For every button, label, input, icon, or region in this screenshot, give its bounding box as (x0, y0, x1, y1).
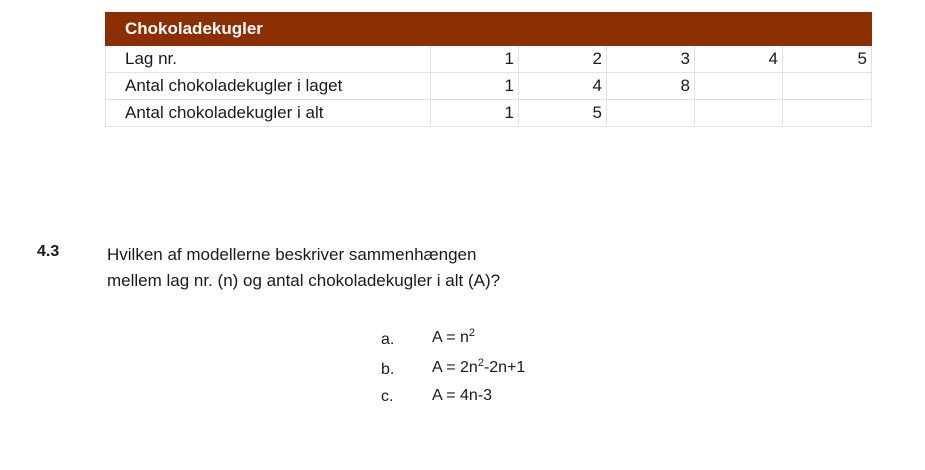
table-row (106, 46, 872, 73)
question-number: 4.3 (37, 243, 60, 260)
table-row (106, 73, 872, 100)
chocolate-table (105, 12, 872, 127)
table-header-row (106, 13, 872, 46)
formula-text: A = 4n-3 (432, 387, 493, 404)
option-a-formula (432, 329, 475, 347)
question-text (107, 242, 500, 294)
option-b-letter: b. (381, 361, 395, 378)
option-a-letter: a. (381, 331, 395, 348)
option-c-letter: c. (381, 388, 394, 405)
question-line-2: mellem lag nr. (n) og antal chokoladekugler i alt (A)? (107, 271, 501, 290)
table-cell: 5 (783, 46, 872, 73)
formula-text: -2n+1 (483, 359, 526, 376)
table-cell: 2 (519, 46, 607, 73)
table-title: Chokoladekugler (106, 13, 872, 46)
table-row (106, 100, 872, 127)
question-line-1: Hvilken af modellerne beskriver sammenhængen (107, 245, 477, 264)
table-cell (695, 100, 783, 127)
formula-exponent: 2 (477, 357, 484, 369)
row-label: Antal chokoladekugler i alt (106, 100, 431, 127)
table-cell: 1 (431, 73, 519, 100)
formula-text: A = 2n (432, 359, 478, 376)
table-cell (783, 73, 872, 100)
option-c-formula (432, 387, 492, 405)
table-cell: 1 (431, 100, 519, 127)
row-label: Antal chokoladekugler i laget (106, 73, 431, 100)
table-cell: 8 (607, 73, 695, 100)
row-label: Lag nr. (106, 46, 431, 73)
table-cell: 5 (519, 100, 607, 127)
table-cell: 4 (695, 46, 783, 73)
formula-text: A = n (432, 329, 469, 346)
table-cell: 1 (431, 46, 519, 73)
table-cell (783, 100, 872, 127)
table-cell (607, 100, 695, 127)
formula-exponent: 2 (468, 327, 476, 339)
table-cell: 3 (607, 46, 695, 73)
table-cell (695, 73, 783, 100)
table-cell: 4 (519, 73, 607, 100)
option-b-formula (432, 359, 525, 377)
